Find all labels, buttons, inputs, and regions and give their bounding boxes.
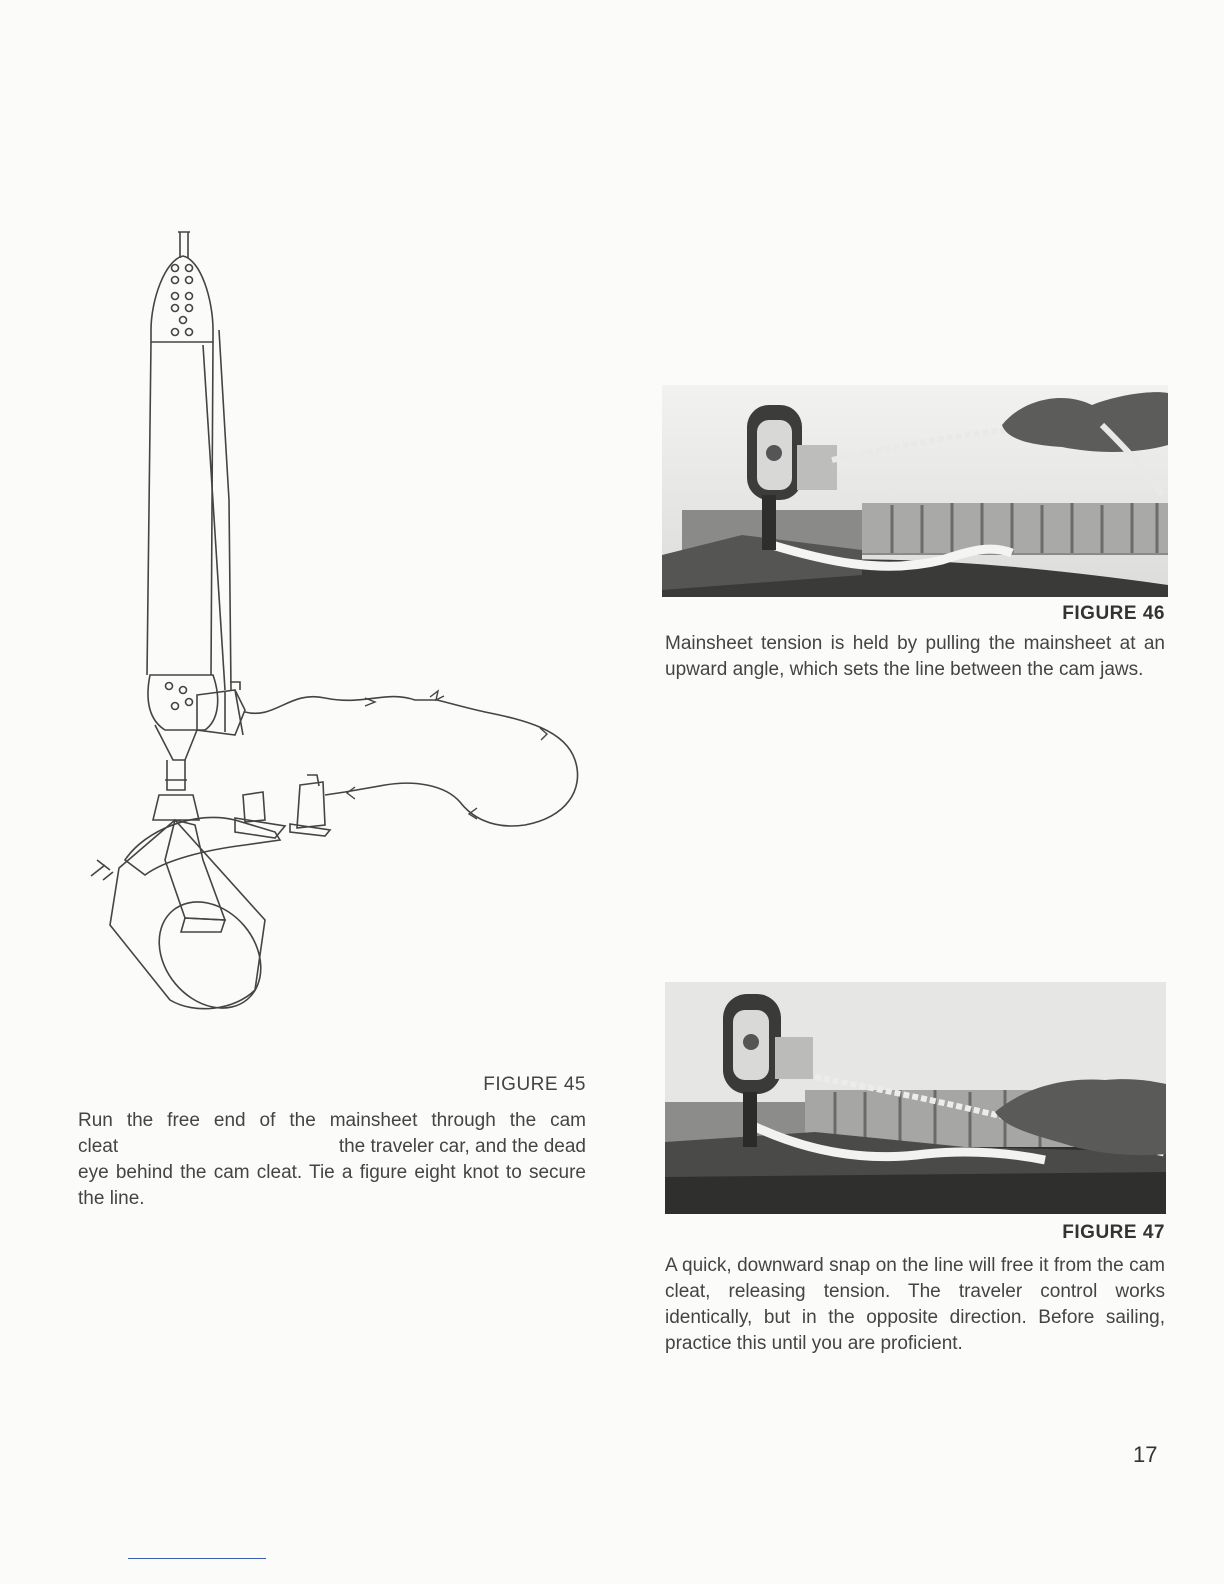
figure-45-caption-line2: [78, 1134, 586, 1160]
footer-rule: [128, 1558, 266, 1559]
figure-45-caption-line2-right: the traveler car, and the dead: [338, 1136, 586, 1157]
figure-45-caption-rest: eye behind the cam cleat. Tie a figure eight knot to secure the line.: [78, 1162, 586, 1209]
figure-45-title: FIGURE 45: [483, 1074, 586, 1095]
figure-46-caption: Mainsheet tension is held by pulling the mainsheet at an upward angle, which sets the line between the cam jaws.: [665, 633, 1165, 680]
figure-46-title: FIGURE 46: [1062, 603, 1165, 624]
figure-45-illustration: [85, 220, 605, 1030]
figure-45-caption-line1: Run the free end of the mainsheet through the cam: [78, 1110, 586, 1131]
figure-45-caption-line2-left: cleat: [78, 1136, 119, 1157]
figure-47-title: FIGURE 47: [1062, 1222, 1165, 1243]
figure-47-caption: A quick, downward snap on the line will free it from the cam cleat, releasing tension. The traveler control works identically, but in the opposite direction. Before sailing, practice this until you are proficient.: [665, 1255, 1165, 1354]
figure-45-caption: [78, 1108, 586, 1212]
page-number: 17: [1133, 1442, 1158, 1467]
figure-46-photo: [662, 385, 1168, 597]
figure-47-photo: [665, 982, 1166, 1214]
